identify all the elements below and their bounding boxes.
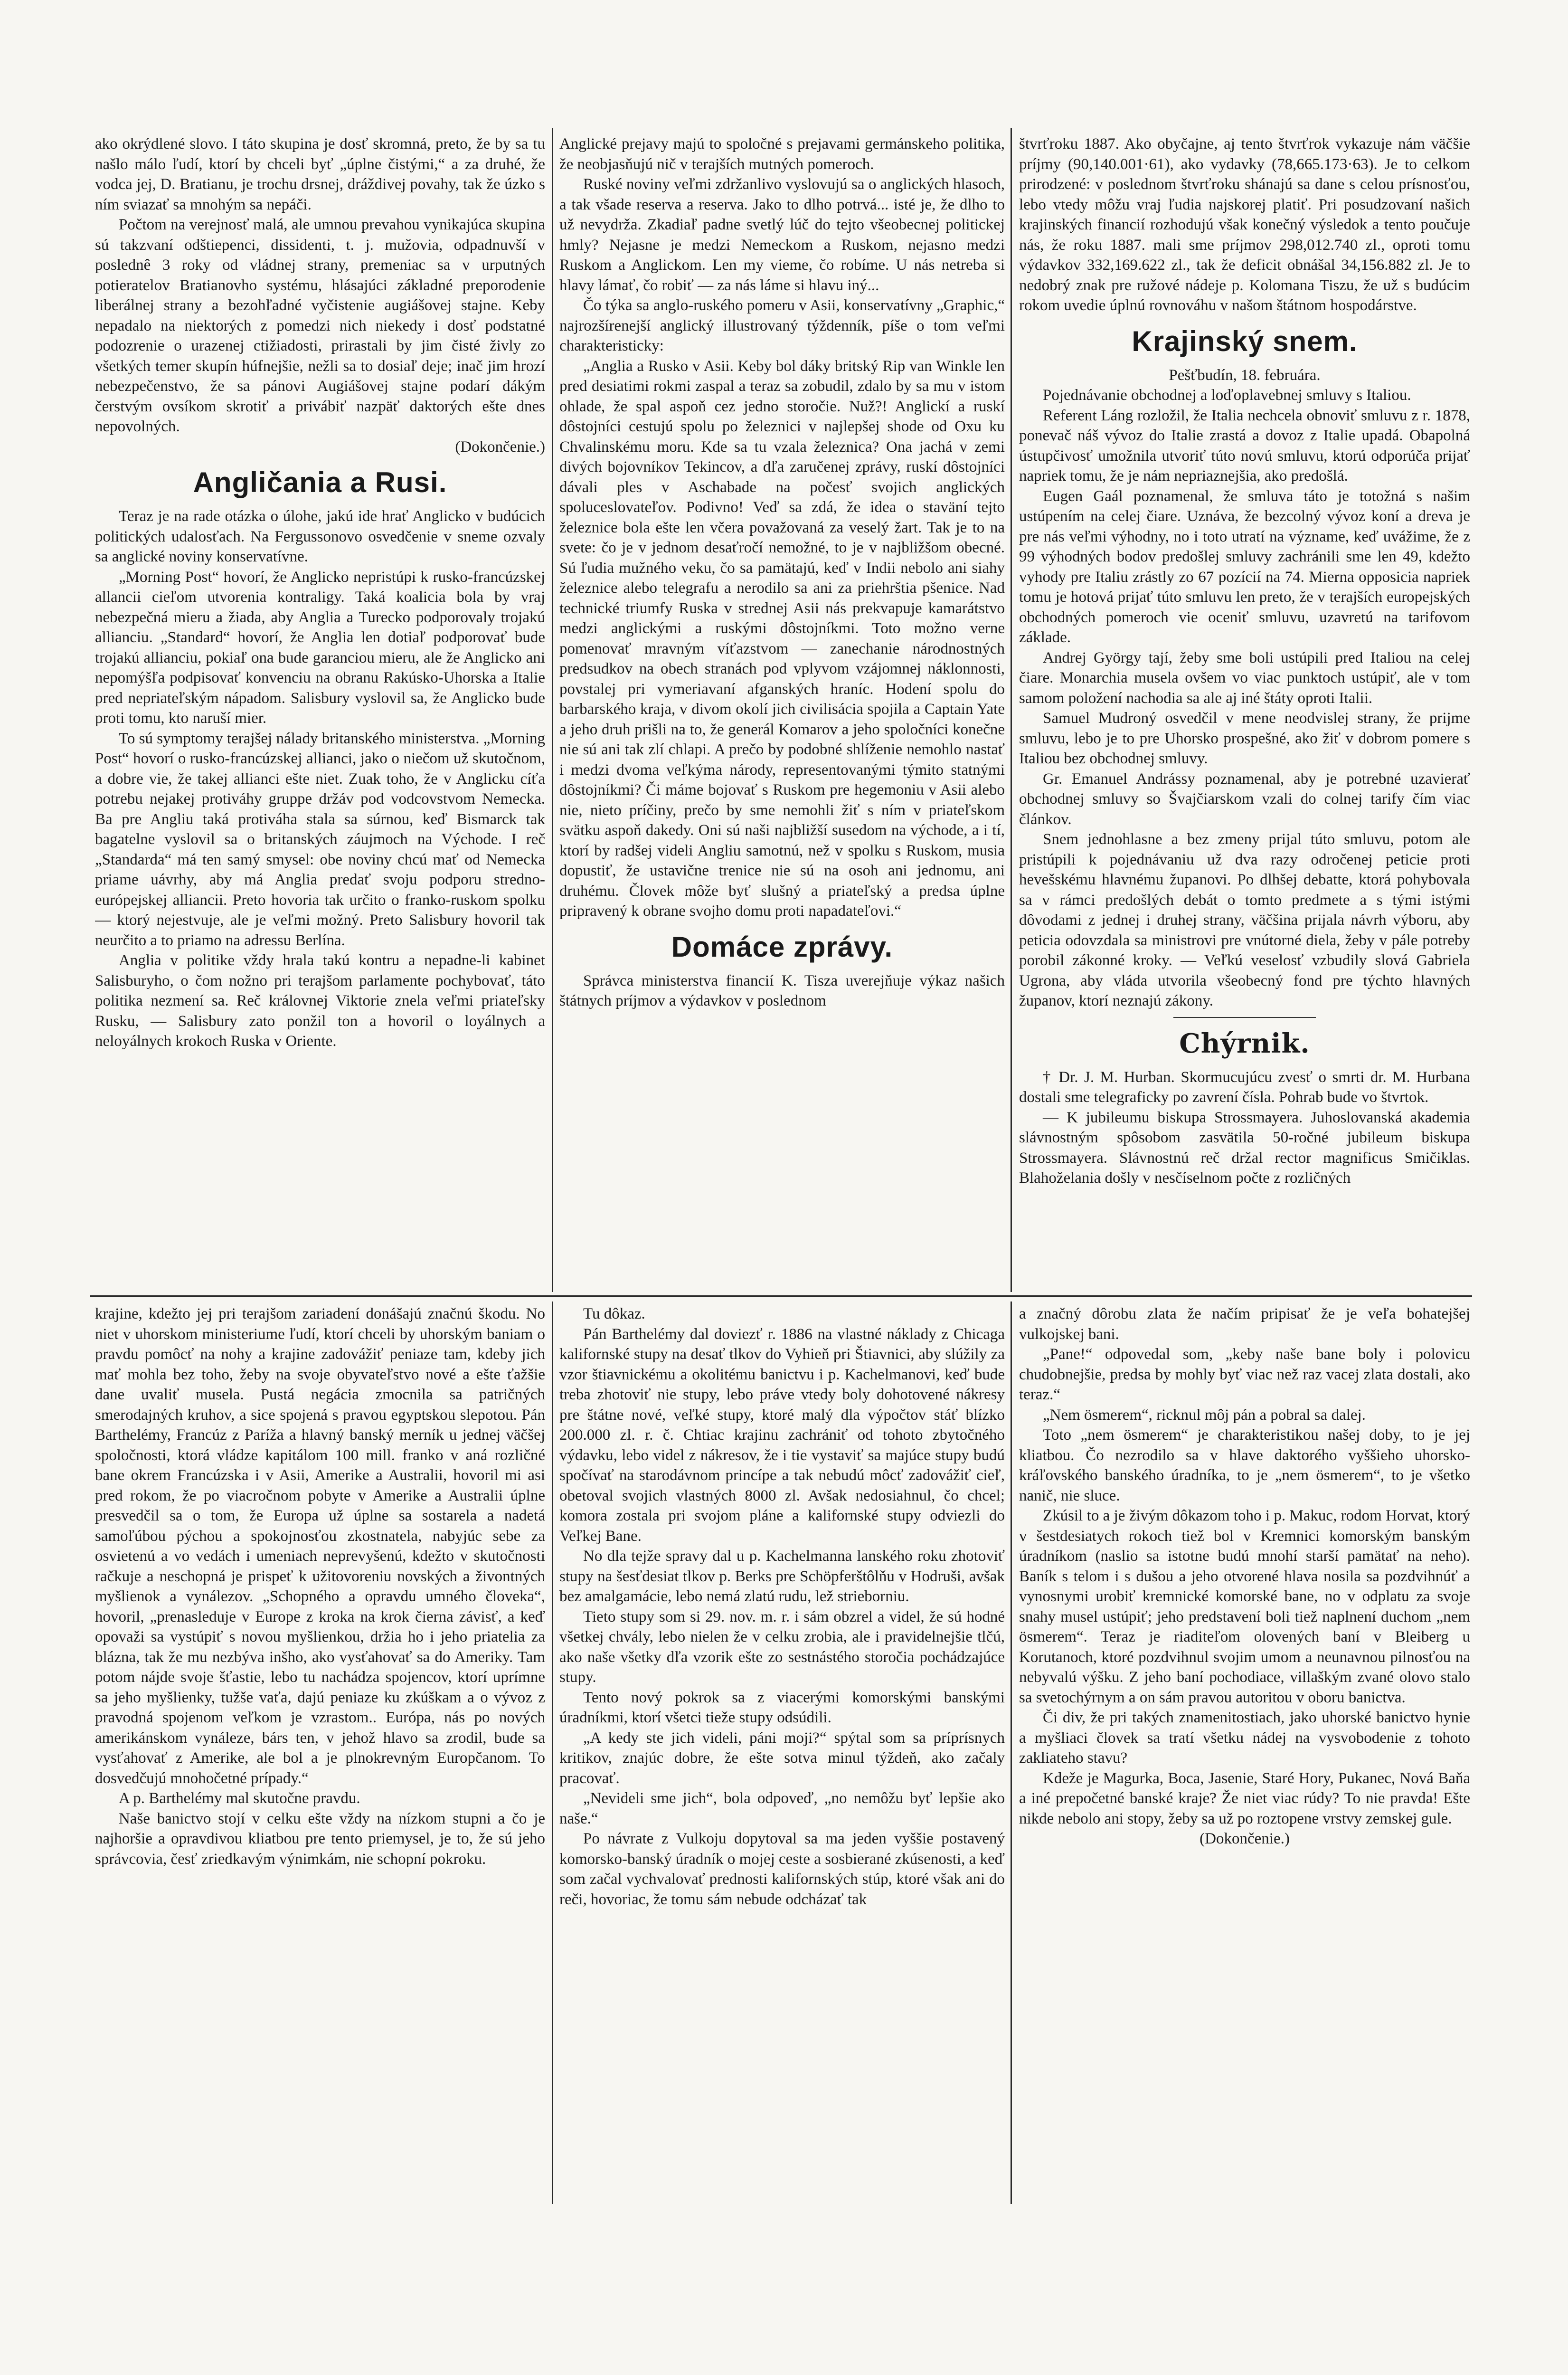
article-paragraph: Tento nový pokrok sa z viacerými komorskými banskými úradníkmi, ktorí všetci tieže stupy odsúdili.	[559, 1689, 1005, 1726]
article-paragraph: A p. Barthelémy mal skutočne pravdu.	[119, 1790, 360, 1807]
article-paragraph: No dla tejže spravy dal u p. Kachelmanna lanského roku zhotoviť stupy na šesťdesiat tlkov p. Berks pre Schöpferštôlňu v Hodruši, avšak bez amalgamácie, lebo nemá zlatú rudu, lež strieborniu.	[559, 1548, 1005, 1605]
column-divider	[552, 1302, 553, 2204]
article-paragraph: „Anglia a Rusko v Asii. Keby bol dáky britský Rip van Winkle len pred desiatimi rokmi zaspal a teraz sa zobudil, zdalo by sa mu v istom ohlade, že spal aspoň cez jedno storočie. Nuž?! Anglickí a ruskí dôstojníci cestujú spolu po železnici v najlepšej shode od Oxu ku Chvalinskému moru. Kde sa tu vzala železnica? Ona jachá v zemi divých bojovníkov Tekincov, a dľa zaručenej zprávy, ruskí dôstojníci dávali ples v Aschabade na počesť svojich anglických spoluceslovateľov. Podivno! Veď sa zdá, že idea o staväní tejto železnice bola ešte len včera považovaná za veselý žart. Tak je to na svete: čo je v jednom desaťročí nemožné, to je v najbližšom obecné. Sú ľudia mužného veku, čo sa pamätajú, keď v Indii nebolo ani siahy železnice alebo telegrafu a nerodilo sa ani za priehrštia pšenice. Nad technické triumfy Ruska v strednej Asii nás prekvapuje kamarátstvo medzi anglickými a ruskými dôstojníkmi. Toto možno verne pomenovať mravným víťazstvom — zanechanie národnostných predsudkov na obech stranách pod vplyvom vzájomnej náklonnosti, povstalej pri vymeriavaní afganských hraníc. Hodení spolu do barbarského kraja, v divom okolí jich civilisácia spojila a Captain Yate a jeho druh prišli na to, že generál Komarov a jeho spoločníci konečne nie sú ani tak zlí chlapi. A prečo by podobné shlíženie nemohlo nastať i medzi dvoma veľkýma národy, representovanými týmito statnými dôstojníkmi? Či máme bojovať s Ruskom pre hegemoniu v Asii alebo nie, nieto príčiny, prečo by sme nemohli žiť s ním v priateľskom svätku aspoň dakedy. Oni sú naši najbližší susedom na východe, a i tí, ktorí by radšej videli Angliu samotnú, než v spolku s Ruskom, musia dopustiť, že ustavične trenice nie sú na osoh ani jednomu, ani druhému. Človek môže byť slušný a priateľský a predsa úplne pripravený k obrane svojho domu proti napadateľovi.“	[559, 357, 1005, 920]
continuation-note: (Dokončenie.)	[1200, 1830, 1290, 1847]
article-paragraph: „Pane!“ odpovedal som, „keby naše bane boly i polovicu chudobnejšie, predsa by mohly byť viac než raz vacej zlata dostali, ako teraz.“	[1019, 1346, 1470, 1403]
article-paragraph: krajine, kdežto jej pri terajšom zariadení donášajú značnú škodu. No niet v uhorskom ministeriume ľudí, ktorí chceli by uhorským baniam o pravdu pomôcť na nohy a krajine zadovážiť peniaze tam, kdeby jich mať mohla bez toho, žeby na svoje obyvateľstvo nové a ešte ťažšie dane uvaliť musela. Pustá negácia zmocnila sa patričných smerodajných kruhov, a sice spojená s pravou egyptskou slepotou. Pán Barthelémy, Francúz z Paríža a hlavný banský merník u jednej väčšej spoločnosti, ktorá vládze kapitálom 100 mill. franko v aná rozličné bane okrem Francúzska i v Asii, Amerike a Australii, hovoril mi asi pred rokom, že po viacročnom pobyte v Amerike a Australii úplne presvedčil sa o tom, že Europa už úplne sa sostarela a nadetá samoľúbou pýchou a spokojnosťou zkostnatela, nabyjúc sebe za osvietenú a vo vedách i umeniach neprevyšenú, kdežto v skutočnosti račkuje a neschopná je prispeť k užitovoreniu novských a živontných myšlienok a vynálezov. „Schopného a opravdu umného človeka“, hovoril, „prenasleduje v Europe z kroka na krok čierna závisť, a keď opovaži sa vystúpiť s novou myšlienkou, držia ho i jeho priatelia za blázna, tak že mu nezbýva inšho, ako vysťahovať sa do Ameriky. Tam potom nájde svoje šťastie, lebo tu nachádza spojencov, ktorí uprímne sa jeho myšlienky, tužše vaťa, dajú peniaze ku zkúškam a o vývoz z pravodná spojenom veľkom je vzrastom.. Európa, nás po nových amerikánskom vynáleze, bárs ten, v jehož hlavo sa zrodil, bude sa vysťahovať z Amerike, ale bol a je plnokrevným Europčanom. To dosvedčujú mnohočetné prípady.“	[95, 1305, 545, 1787]
article-paragraph: Či div, že pri takých znamenitostiach, jako uhorské banictvo hynie a myšliaci človek sa tratí všetku nádej na vysvobodenie z tohoto zakliateho stavu?	[1019, 1709, 1470, 1767]
article-paragraph: Ruské noviny veľmi zdržanlivo vyslovujú sa o anglických hlasoch, a tak všade reserva a reserva. Jako to dlho potrvá... isté je, že dlho to už nevydrža. Zkadiaľ padne svetlý lúč do tejto všeobecnej politickej hmly? Nejasne je medzi Nemeckom a Ruskom, nejasno medzi Ruskom a Anglickom. Len my vieme, čo robíme. U nás netreba si hlavy lámať, čo robiť — za nás láme si hlavu iný...	[559, 176, 1005, 294]
heading-domace-zpravy: Domáce zprávy.	[671, 931, 893, 963]
heading-chyrnik: Chýrnik.	[1179, 1027, 1310, 1059]
continuation-note: (Dokončenie.)	[455, 438, 545, 456]
article-paragraph: Naše banictvo stojí v celku ešte vždy na nízkom stupni a čo je najhoršie a opravdivou kliatbou pre tento priemysel, je to, že sú jeho správcovia, česť zriedkavým výnimkám, nie schopní pokroku.	[95, 1810, 545, 1868]
article-paragraph: Po návrate z Vulkoju dopytoval sa ma jeden vyššie postavený komorsko-banský úradník o mojej ceste a sosbierané zkúsenosti, a keď som začal vychvalovať prednosti kalifornských stúp, ktoré však ani do reči, hovoriac, že tomu sám nebude odcházať tak	[559, 1830, 1005, 1908]
section-divider	[90, 1295, 1472, 1297]
column-divider	[552, 128, 553, 1292]
article-paragraph: „Nevideli sme jich“, bola odpoveď, „no nemôžu byť lepšie ako naše.“	[559, 1790, 1005, 1827]
article-paragraph: Teraz je na rade otázka o úlohe, jakú ide hrať Anglicko v budúcich politických udalosťach. Na Fergussonovo osvedčenie v sneme ozvaly sa anglické noviny konservatívne.	[95, 508, 545, 565]
article-paragraph: Anglia v politike vždy hrala takú kontru a nepadne-li kabinet Salisburyho, o čom nožno pri terajšom parlamente pochybovať, táto politika nezmení sa. Reč královnej Viktorie znela veľmi priateľsky Rusku, — Salisbury zato ponžil ton a hovoril o loyálnych a neloyálnych krokoch Ruska v Oriente.	[95, 952, 545, 1050]
article-paragraph: To sú symptomy terajšej nálady britanského ministerstva. „Morning Post“ hovorí o rusko-francúzskej allianci, jako o niečom už skutočnom, a dobre vie, že takej allianci ešte niet. Zuak toho, že v Anglicku cíťa potrebu nejakej protiváhy gruppe držáv pod vodcovstvom Nemecka. Ba pre Angliu taká protiváha stala sa súrnou, keď Bismarck tak bagatelne vyslovil sa o britanských záujmoch na Východe. I reč „Standarda“ má ten samý smysel: obe noviny chcú mať od Nemecka priame uávrhy, aby má Anglia predať svoju podporu stredno-európejskej alliancii. Preto hovoria tak určito o franko-ruskom spolku — ktorý nejestvuje, ale je veľmi možný. Preto Salisbury hovoril tak neurčito a to priamo na adressu Berlína.	[95, 730, 545, 949]
dateline: Pešťbudín, 18. februára.	[1169, 366, 1321, 384]
article-paragraph: Andrej György tají, žeby sme boli ustúpili pred Italiou na celej čiare. Monarchia musela ovšem vo viac punktoch ustúpiť, ale v tom samom položení nachodia sa ale aj iné štáty oproti Italii.	[1019, 649, 1470, 707]
article-paragraph: štvrťroku 1887. Ako obyčajne, aj tento štvrťrok vykazuje nám väčšie príjmy (90,140.001·61), ako vydavky (78,665.173·63). Je to celkom prirodzené: v poslednom štvrťroku shánajú sa dane s celou prísnosťou, lebo vtedy môžu vraj ľudia najskorej platiť. Pri posudzovaní našich krajinských financií rozhodujú však konečný výsledok a tento poučuje nás, že roku 1887. mali sme príjmov 298,012.740 zl., oproti tomu výdavkov 332,169.622 zl., tak že deficit obnášal 34,156.882 zl. Je to nedobrý znak pre ružové nádeje p. Kolomana Tiszu, že už s budúcim rokom uvedie úplnú rovnováhu v našom štátnom hospodárstve.	[1019, 135, 1470, 314]
article-paragraph: Tu dôkaz.	[583, 1305, 645, 1322]
article-paragraph: Kdeže je Magurka, Boca, Jasenie, Staré Hory, Pukanec, Nová Baňa a iné prepočetné banské kraje? Že niet viac rúdy? To nie pravda! Ešte nikde nebolo ani stopy, žeby sa už po roztopene vrstvy zemskej gule.	[1019, 1769, 1470, 1827]
article-paragraph: Zkúsil to a je živým dôkazom toho i p. Makuc, rodom Horvat, ktorý v šestdesiatych rokoch tiež bol v Kremnici komorským banským úradníkom (naslio sa istotne budú mnohí starší pamätať na neho). Baník s telom i s dušou a jeho otvorené hlava nosila sa pozdvihnúť a vynosnymi urobiť kremnické komorské bane, no v odplatu za svoje snahy musel ustúpiť; jeho predstavení boli tiež naplnení duchom „nem ösmerem“. Teraz je riaditeľom olovených baní v Bleiberg u Korutanoch, ktoré pozdvihnul svojim umom a neunavnou pilnosťou na nebyvalú výšku. Z jeho baní pochodiace, villaškým zvané olovo stalo sa svetochýrnym a on sám pravou autoritou v oboru banictva.	[1019, 1507, 1470, 1706]
heading-anglicania-a-rusi: Angličania a Rusi.	[193, 466, 447, 498]
section-rule	[1173, 1017, 1316, 1018]
article-paragraph: Pán Barthelémy dal doviezť r. 1886 na vlastné náklady z Chicaga kalifornské stupy na desať tlkov do Vyhieň pri Štiavnici, aby slúžily za vzor štiavnickému a okolitému banictvu i p. Kachelmanovi, keď bude treba zhotoviť nie stupy, lebo práve vtedy boly dohotovené nákresy pre štátne nové, veľké stupy, ktoré malý dla výpočtov stáť blízko 200.000 zl. r. č. Chtiac krajinu zachrániť od tohoto zbytočného výdavku, lebo videl z nákresov, že i tie vystaviť sa majúce stupy budú spočívať na starodávnom princípe a tak nebudú môcť zadovážiť cieľ, obetoval svojich vlastných 8000 zl. Avšak nedosiahnul, čo chcel; komora zostala pri svojom pláne a kalifornské stupy odviezli do Veľkej Bane.	[559, 1325, 1005, 1545]
article-paragraph: „A kedy ste jich videli, páni moji?“ spýtal som sa príprísnych kritikov, znajúc dobre, že ešte sotva minul týždeň, ako začaly pracovať.	[559, 1729, 1005, 1787]
article-paragraph: „Morning Post“ hovorí, že Anglicko nepristúpi k rusko-francúzskej allancii cieľom utvorenia kontraligy. Taká koalicia bola by vraj nebezpečná mieru a žiada, aby Anglia a Turecko podporovaly trojakú allianciu. „Standard“ hovorí, že Anglia len dotiaľ podporovať bude trojakú allianciu, pokiaľ ona bude garanciou mieru, ale že Anglicko ani nepomýšľa podpisovať konvenciu na obranu Rakúsko-Uhorska a Italie pred nepriateľským nápadom. Salisbury vyslovil sa, že Anglicko bude proti tomu, kto naruší mier.	[95, 568, 545, 727]
article-paragraph: Eugen Gaál poznamenal, že smluva táto je totožná s našim ustúpením na celej čiare. Uznáva, že bezcolný vývoz koní a dreva je pre nás veľmi výhodny, no i toto utratí na význame, keď uvážime, že z 99 výhodných bodov predošlej smluvy zachránili sme len 49, kdežto vyhody pre Italiu zrástly zo 67 pozícií na 74. Mierna opposicia napriek tomu je hotová prijať túto smluvu len preto, že v terajších europejských obchodných pomeroch vie oceniť smluvu, uzavretú na tarifovom základe.	[1019, 487, 1470, 646]
column-divider	[1011, 128, 1012, 1292]
article-paragraph: Tieto stupy som si 29. nov. m. r. i sám obzrel a videl, že sú hodné všetkej chvály, lebo nielen že v celku zrobia, ale i pravidelnejšie tlčú, ako naše všetky dľa vzorik ešte zo sestnástého storočia pochádzajúce stupy.	[559, 1608, 1005, 1686]
article-paragraph: Čo týka sa anglo-ruského pomeru v Asii, konservatívny „Graphic,“ najrozšírenejší anglický illustrovaný týždenník, píše o tom veľmi charakteristicky:	[559, 297, 1005, 354]
top-column-2	[559, 134, 1005, 1283]
top-column-1	[95, 134, 545, 1283]
column-divider	[1011, 1302, 1012, 2204]
article-paragraph: ako okrýdlené slovo. I táto skupina je dosť skromná, preto, že by sa tu našlo málo ľudí, ktorí by chceli byť „úplne čistými,“ a za druhé, že vodca jej, D. Bratianu, je trochu drsnej, dráždivej povahy, tak že úzko s ním sviazať sa mnohým sa nepáči.	[95, 135, 545, 213]
article-paragraph: Správca ministerstva financií K. Tisza uverejňuje výkaz našich štátnych príjmov a výdavkov v poslednom	[559, 972, 1005, 1009]
article-paragraph: Samuel Mudroný osvedčil v mene neodvislej strany, že prijme smluvu, lebo je to pre Uhorsko prospešné, ako žiť v dobrom pomere s Italiou bez obchodnej smluvy.	[1019, 710, 1470, 767]
article-paragraph: Pojednávanie obchodnej a loďoplavebnej smluvy s Italiou.	[1043, 387, 1411, 404]
article-paragraph: Snem jednohlasne a bez zmeny prijal túto smluvu, potom ale pristúpili k pojednávaniu už dva razy odročenej peticie proti hevešskému hlavnému županovi. Po dlhšej debatte, ktorá pohybovala sa v rámci predošlých debát o tomto predmete a s tými istými dôvodami z jednej i druhej strany, väčšina prijala návrh výboru, aby peticia odovzdala sa ministrovi pre vnútorné diela, žeby v pále potreby porobil zákonné kroky. — Veľkú veselosť vzbudily slová Gabriela Ugrona, aby vláda utvorila všeobecný fond pre týchto hlavných županov, ktorí neznajú zákony.	[1019, 831, 1470, 1009]
article-paragraph: a značný dôrobu zlata že načím pripisať že je veľa bohatejšej vulkojskej bani.	[1019, 1305, 1470, 1343]
article-paragraph: Anglické prejavy majú to spoločné s prejavami germánskeho politika, že neobjasňujú nič v terajších mutných pomeroch.	[559, 135, 1005, 173]
heading-krajinsky-snem: Krajinský snem.	[1132, 325, 1358, 357]
article-paragraph: † Dr. J. M. Hurban. Skormucujúcu zvesť o smrti dr. M. Hurbana dostali sme telegraficky po zavrení čísla. Pohrab bude vo štvrtok.	[1019, 1068, 1470, 1106]
article-paragraph: Toto „nem ösmerem“ je charakteristikou našej doby, to je jej kliatbou. Čo nezrodilo sa v hlave daktorého vyššieho uhorsko-kráľovského banského úradníka, to je „nem ösmerem“, to je všetko nanič, nie sluce.	[1019, 1426, 1470, 1504]
article-paragraph: „Nem ösmerem“, ricknul môj pán a pobral sa dalej.	[1043, 1406, 1366, 1424]
article-paragraph: Gr. Emanuel Andrássy poznamenal, aby je potrebné uzavierať obchodnej smluvy so Švajčiarskom vzali do colnej tarify čím viac článkov.	[1019, 770, 1470, 828]
article-paragraph: Počtom na verejnosť malá, ale umnou prevahou vynikajúca skupina sú takzvaní odštiepenci, dissidenti, t. j. mužovia, odpadnuvší v poslednê 3 roky od vládnej strany, premeniac sa v urputných potieratelov Bratianovho systému, hlásajúci základné preporodenie liberálnej strany a bezohľadné vyčistenie augiášovej stajne. Keby nepadalo na niektorých z pomedzi nich niekedy i dosť podstatné podozrenie o urazenej ctižiadosti, prirastali by jim čisté živly zo všetkých temer skupín húfnejšie, nežli sa to dosiaľ deje; inač jim hrozí nebezpečenstvo, že sa pánovi Augiášovej stajne podarí dákým čerstvým ovsíkom skrotiť a privábiť nazpäť daktorých ešte dnes nepovolných.	[95, 216, 545, 435]
bottom-column-3	[1019, 1304, 1470, 2206]
article-paragraph: — K jubileumu biskupa Strossmayera. Juhoslovanská akademia slávnostným spôsobom zasvätila 50-ročné jubileum biskupa Strossmayera. Slávnostnú reč držal rector magnificus Smičiklas. Blahoželania došly v nesčíselnom počte z rozličných	[1019, 1109, 1470, 1187]
article-paragraph: Referent Láng rozložil, že Italia nechcela obnoviť smluvu z r. 1878, ponevač náš vývoz do Italie zrastá a dovoz z Italie upadá. Obapolná ústupčivosť umožnila utvoriť túto novú smluvu, ktorú odporúča prijať napriek tomu, že je nám nepriaznejšia, ako predošlá.	[1019, 407, 1470, 484]
top-column-3	[1019, 134, 1470, 1283]
bottom-column-1	[95, 1304, 545, 2206]
bottom-column-2	[559, 1304, 1005, 2206]
